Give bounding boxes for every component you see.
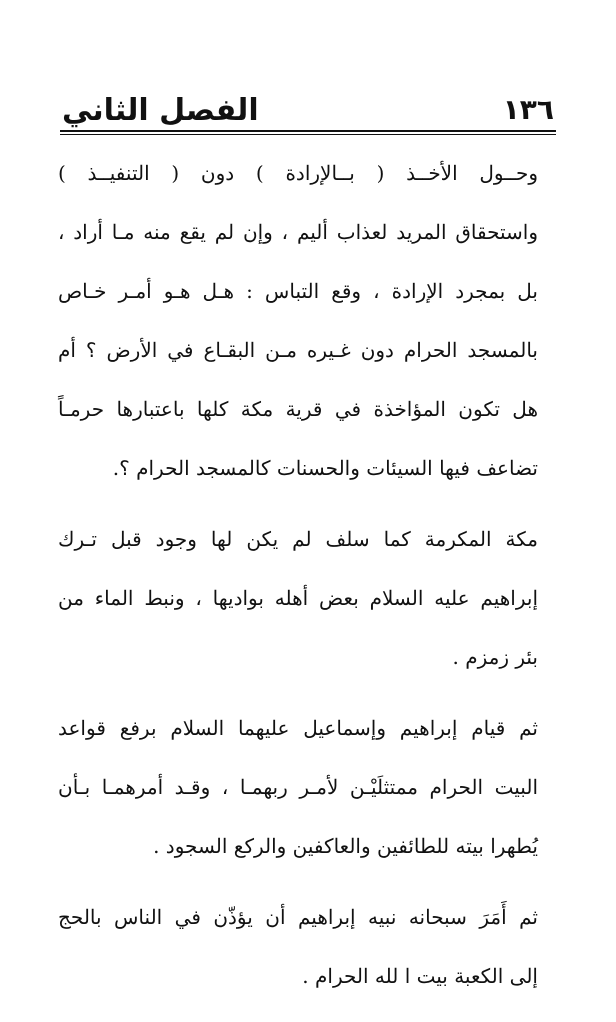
text-line: مكة المكرمة كما سلف لم يكن لها وجود قبل تـرك [58,527,538,551]
page-number: ١٣٦ [502,93,554,126]
text-line: ثم أَمَرَ سبحانه نبيه إبراهيم أن يؤذّن في الناس بالحج [58,905,538,929]
text-line: بئر زمزم . [452,645,538,669]
text-line: واستحقاق المريد لعذاب أليم ، وإن لم يقع منه مـا أراد ، [58,220,538,244]
chapter-title: الفصل الثاني [62,93,259,128]
text-line: يُطهرا بيته للطائفين والعاكفين والركع السجود . [153,834,538,858]
paragraph-3 [58,715,538,859]
text-line: إلى الكعبة بيت ا لله الحرام . [302,964,538,988]
paragraph-4 [58,904,538,989]
header-rule-thin [60,134,556,135]
text-line: بالمسجد الحرام دون غـيره مـن البقـاع في الأرض ؟ أم [58,338,538,362]
text-line: بل بمجرد الإرادة ، وقع التباس : هـل هـو أمـر خـاص [58,279,538,303]
text-line: تضاعف فيها السيئات والحسنات كالمسجد الحرام ؟. [112,456,538,480]
text-line: البيت الحرام ممتثلَيْـن لأمـر ربهمـا ، وقـد أمرهمـا بـأن [58,775,538,799]
page-header [62,78,554,130]
text-line: إبراهيم عليه السلام بعض أهله بواديها ، ونبط الماء من [58,586,538,610]
text-line: وحــول الأخــذ ( بــالإرادة ) دون ( التنفيــذ ) [58,161,538,185]
header-rule [60,130,556,132]
paragraph-2 [58,526,538,670]
paragraph-1 [58,160,538,481]
text-line: ثم قيام إبراهيم وإسماعيل عليهما السلام برفع قواعد [58,716,538,740]
text-line: هل تكون المؤاخذة في قرية مكة كلها باعتبارها حرمـاً [58,397,538,421]
page-body [58,160,538,1022]
